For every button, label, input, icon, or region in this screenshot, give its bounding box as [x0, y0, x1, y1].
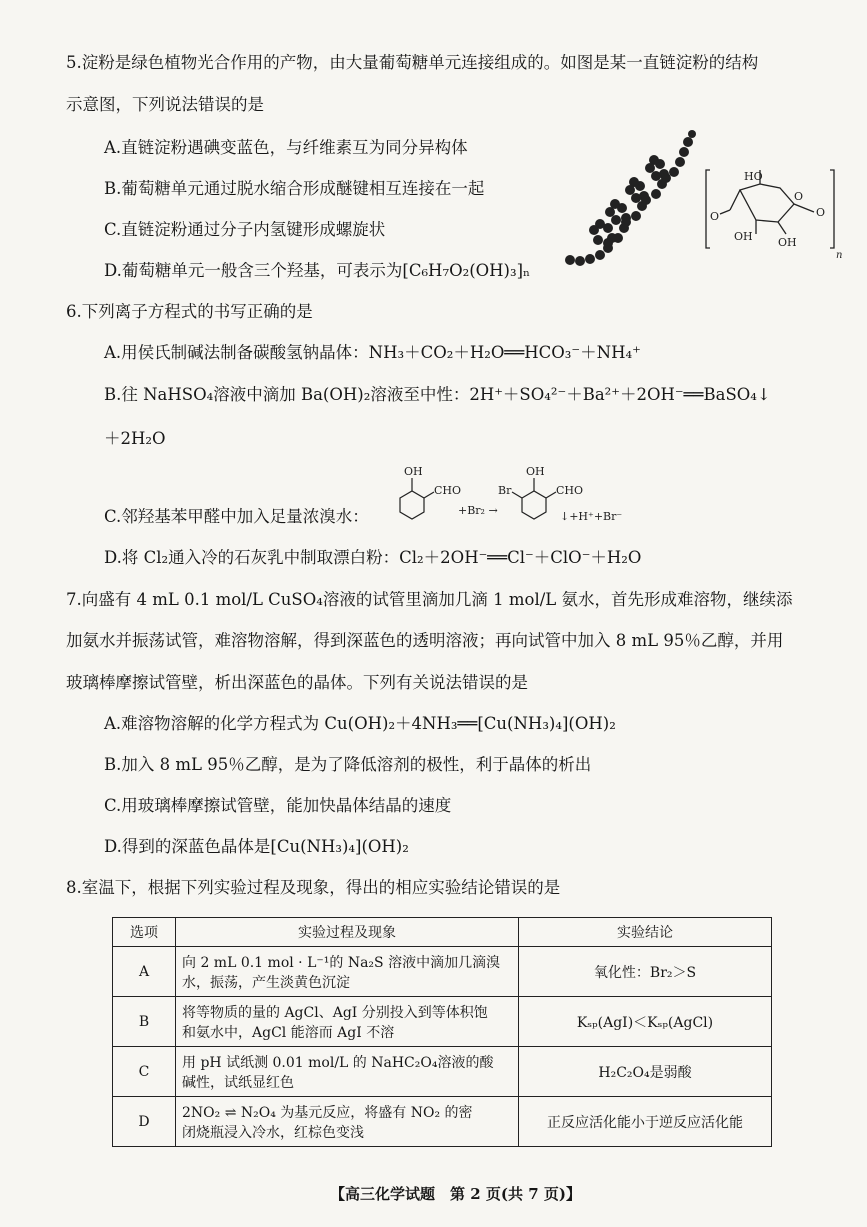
table-row	[113, 947, 772, 997]
q6-option-c: C.邻羟基苯甲醛中加入足量浓溴水：	[104, 507, 369, 526]
row-option: D	[113, 1097, 176, 1147]
row-conclusion: 氧化性：Br₂＞S	[519, 947, 772, 997]
ring-o-label: O	[794, 190, 804, 203]
benzene-ring-product	[522, 491, 546, 519]
table-header-row	[113, 918, 772, 947]
q7-option-a: A.难溶物溶解的化学方程式为 Cu(OH)₂＋4NH₃══[Cu(NH₃)₄](OH)₂	[104, 714, 616, 733]
procedure-line: 水，振荡，产生淡黄色沉淀	[182, 974, 350, 991]
header-option: 选项	[113, 918, 176, 947]
table-row	[113, 997, 772, 1047]
q5-stem-line1: 5.淀粉是绿色植物光合作用的产物，由大量葡萄糖单元连接组成的。如图是某一直链淀粉的结构	[66, 53, 759, 72]
q7-stem-line2: 加氨水并振荡试管，难溶物溶解，得到深蓝色的透明溶液；再向试管中加入 8 mL 95％乙醇，并用	[66, 631, 784, 650]
q7-stem-line3: 玻璃棒摩擦试管壁，析出深蓝色的晶体。下列有关说法错误的是	[66, 673, 528, 692]
bromination-reaction	[380, 462, 623, 534]
reactant-oh: OH	[404, 465, 423, 478]
starch-structure-figure	[560, 130, 843, 270]
benzene-ring-reactant	[400, 491, 424, 519]
q7-stem-line1: 7.向盛有 4 mL 0.1 mol/L CuSO₄溶液的试管里滴加几滴 1 mol/L 氨水，首先形成难溶物，继续添	[66, 590, 793, 609]
bridge-o-label: O	[710, 210, 720, 223]
procedure-line: 和氨水中，AgCl 能溶而 AgI 不溶	[182, 1024, 395, 1041]
product-br: Br	[498, 484, 512, 497]
row-procedure	[176, 1047, 519, 1097]
q6-stem: 6.下列离子方程式的书写正确的是	[66, 302, 313, 321]
q6-option-b-line2: ＋2H₂O	[104, 429, 166, 448]
q5-option-d: D.葡萄糖单元一般含三个羟基，可表示为[C₆H₇O₂(OH)₃]ₙ	[104, 261, 531, 280]
q6-option-a: A.用侯氏制碱法制备碳酸氢钠晶体：NH₃＋CO₂＋H₂O══HCO₃⁻＋NH₄⁺	[104, 343, 641, 362]
row-procedure	[176, 1097, 519, 1147]
row-option: C	[113, 1047, 176, 1097]
oh-label-1: OH	[734, 230, 753, 243]
q7-option-d: D.得到的深蓝色晶体是[Cu(NH₃)₄](OH)₂	[104, 837, 409, 856]
end-o-label: O	[816, 206, 826, 219]
n-subscript: n	[836, 250, 843, 261]
product-oh: OH	[526, 465, 545, 478]
ho-label: HO	[744, 170, 763, 183]
q5-option-b: B.葡萄糖单元通过脱水缩合形成醚键相互连接在一起	[104, 179, 485, 198]
row-conclusion: Kₛₚ(AgI)＜Kₛₚ(AgCl)	[519, 997, 772, 1047]
row-conclusion: H₂C₂O₄是弱酸	[519, 1047, 772, 1097]
procedure-line: 用 pH 试纸测 0.01 mol/L 的 NaHC₂O₄溶液的酸	[182, 1054, 494, 1071]
q7-option-b: B.加入 8 mL 95％乙醇，是为了降低溶剂的极性，利于晶体的析出	[104, 755, 592, 774]
row-procedure	[176, 947, 519, 997]
table-row	[113, 1097, 772, 1147]
page-footer: 【高三化学试题 第 2 页(共 7 页)】	[330, 1185, 581, 1203]
q8-experiment-table	[112, 917, 772, 1147]
reaction-tail: ↓+H⁺+Br⁻	[560, 510, 623, 523]
procedure-line: 将等物质的量的 AgCl、AgI 分别投入到等体积饱	[182, 1004, 488, 1021]
header-procedure: 实验过程及现象	[176, 918, 519, 947]
reagent-br2: +Br₂ →	[458, 504, 498, 517]
table-row	[113, 1047, 772, 1097]
row-conclusion: 正反应活化能小于逆反应活化能	[519, 1097, 772, 1147]
starch-helix-image	[565, 130, 696, 266]
q8-stem: 8.室温下，根据下列实验过程及现象，得出的相应实验结论错误的是	[66, 878, 561, 897]
header-conclusion: 实验结论	[519, 918, 772, 947]
row-option: A	[113, 947, 176, 997]
q5-option-c: C.直链淀粉通过分子内氢键形成螺旋状	[104, 220, 386, 239]
q7-option-c: C.用玻璃棒摩擦试管壁，能加快晶体结晶的速度	[104, 796, 452, 815]
q6-option-b-line1: B.往 NaHSO₄溶液中滴加 Ba(OH)₂溶液至中性：2H⁺＋SO₄²⁻＋Ba²⁺＋2OH⁻══BaSO₄↓	[104, 385, 771, 404]
q5-stem-line2: 示意图，下列说法错误的是	[66, 95, 264, 114]
row-option: B	[113, 997, 176, 1047]
product-cho: CHO	[556, 484, 584, 497]
glucose-unit-structure	[706, 170, 834, 248]
row-procedure	[176, 997, 519, 1047]
reactant-cho: CHO	[434, 484, 462, 497]
q5-option-a: A.直链淀粉遇碘变蓝色，与纤维素互为同分异构体	[104, 138, 468, 157]
procedure-line: 碱性，试纸显红色	[182, 1074, 294, 1091]
q6-option-d: D.将 Cl₂通入冷的石灰乳中制取漂白粉：Cl₂＋2OH⁻══Cl⁻＋ClO⁻＋H₂O	[104, 548, 642, 567]
procedure-line: 闭烧瓶浸入冷水，红棕色变浅	[182, 1124, 364, 1141]
oh-label-2: OH	[778, 236, 797, 249]
procedure-line: 2NO₂ ⇌ N₂O₄ 为基元反应，将盛有 NO₂ 的密	[182, 1104, 473, 1121]
procedure-line: 向 2 mL 0.1 mol · L⁻¹的 Na₂S 溶液中滴加几滴溴	[182, 954, 501, 971]
